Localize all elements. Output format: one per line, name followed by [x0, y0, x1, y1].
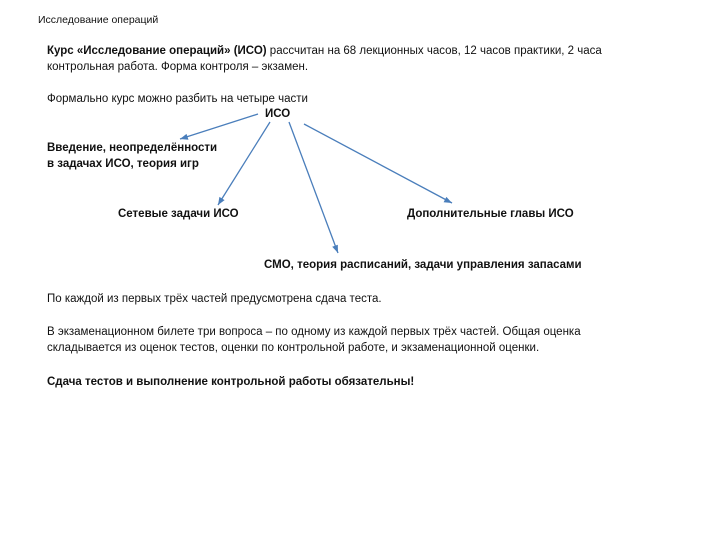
intro-line-1 [47, 43, 602, 59]
tests-paragraph: По каждой из первых трёх частей предусмотрена сдача теста. [47, 293, 382, 305]
exam-paragraph-line-1: В экзаменационном билете три вопроса – по одному из каждой первых трёх частей. Общая оценка [47, 326, 581, 338]
intro-line-2: контрольная работа. Форма контроля – экзамен. [47, 61, 309, 73]
diagram-node-network-tasks: Сетевые задачи ИСО [118, 208, 239, 220]
parts-intro: Формально курс можно разбить на четыре части [47, 93, 308, 105]
diagram-node-introduction-line-2: в задачах ИСО, теория игр [47, 158, 199, 170]
arrow-to-additional-chapters [304, 124, 452, 203]
arrowhead-additional-chapters [444, 197, 452, 203]
intro-course-name: Курс «Исследование операций» (ИСО) [47, 45, 267, 57]
requirement-note: Сдача тестов и выполнение контрольной работы обязательны! [47, 376, 415, 388]
diagram-node-introduction-line-1: Введение, неопределённости [47, 142, 218, 154]
arrowhead-network-tasks [218, 197, 225, 205]
arrow-to-queueing [289, 122, 338, 253]
diagram-node-additional-chapters: Дополнительные главы ИСО [407, 208, 574, 220]
arrow-to-introduction [180, 114, 258, 139]
header-title: Исследование операций [38, 14, 159, 26]
diagram-root-node: ИСО [265, 108, 291, 120]
arrowhead-introduction [180, 134, 189, 140]
arrowhead-queueing [332, 245, 338, 253]
intro-course-details: рассчитан на 68 лекционных часов, 12 часов практики, 2 часа [266, 45, 602, 57]
exam-paragraph-line-2: складывается из оценок тестов, оценки по контрольной работе, и экзаменационной оценки. [47, 342, 540, 354]
diagram-node-queueing-scheduling-inventory: СМО, теория расписаний, задачи управления запасами [264, 259, 582, 271]
arrow-to-network-tasks [218, 122, 270, 205]
